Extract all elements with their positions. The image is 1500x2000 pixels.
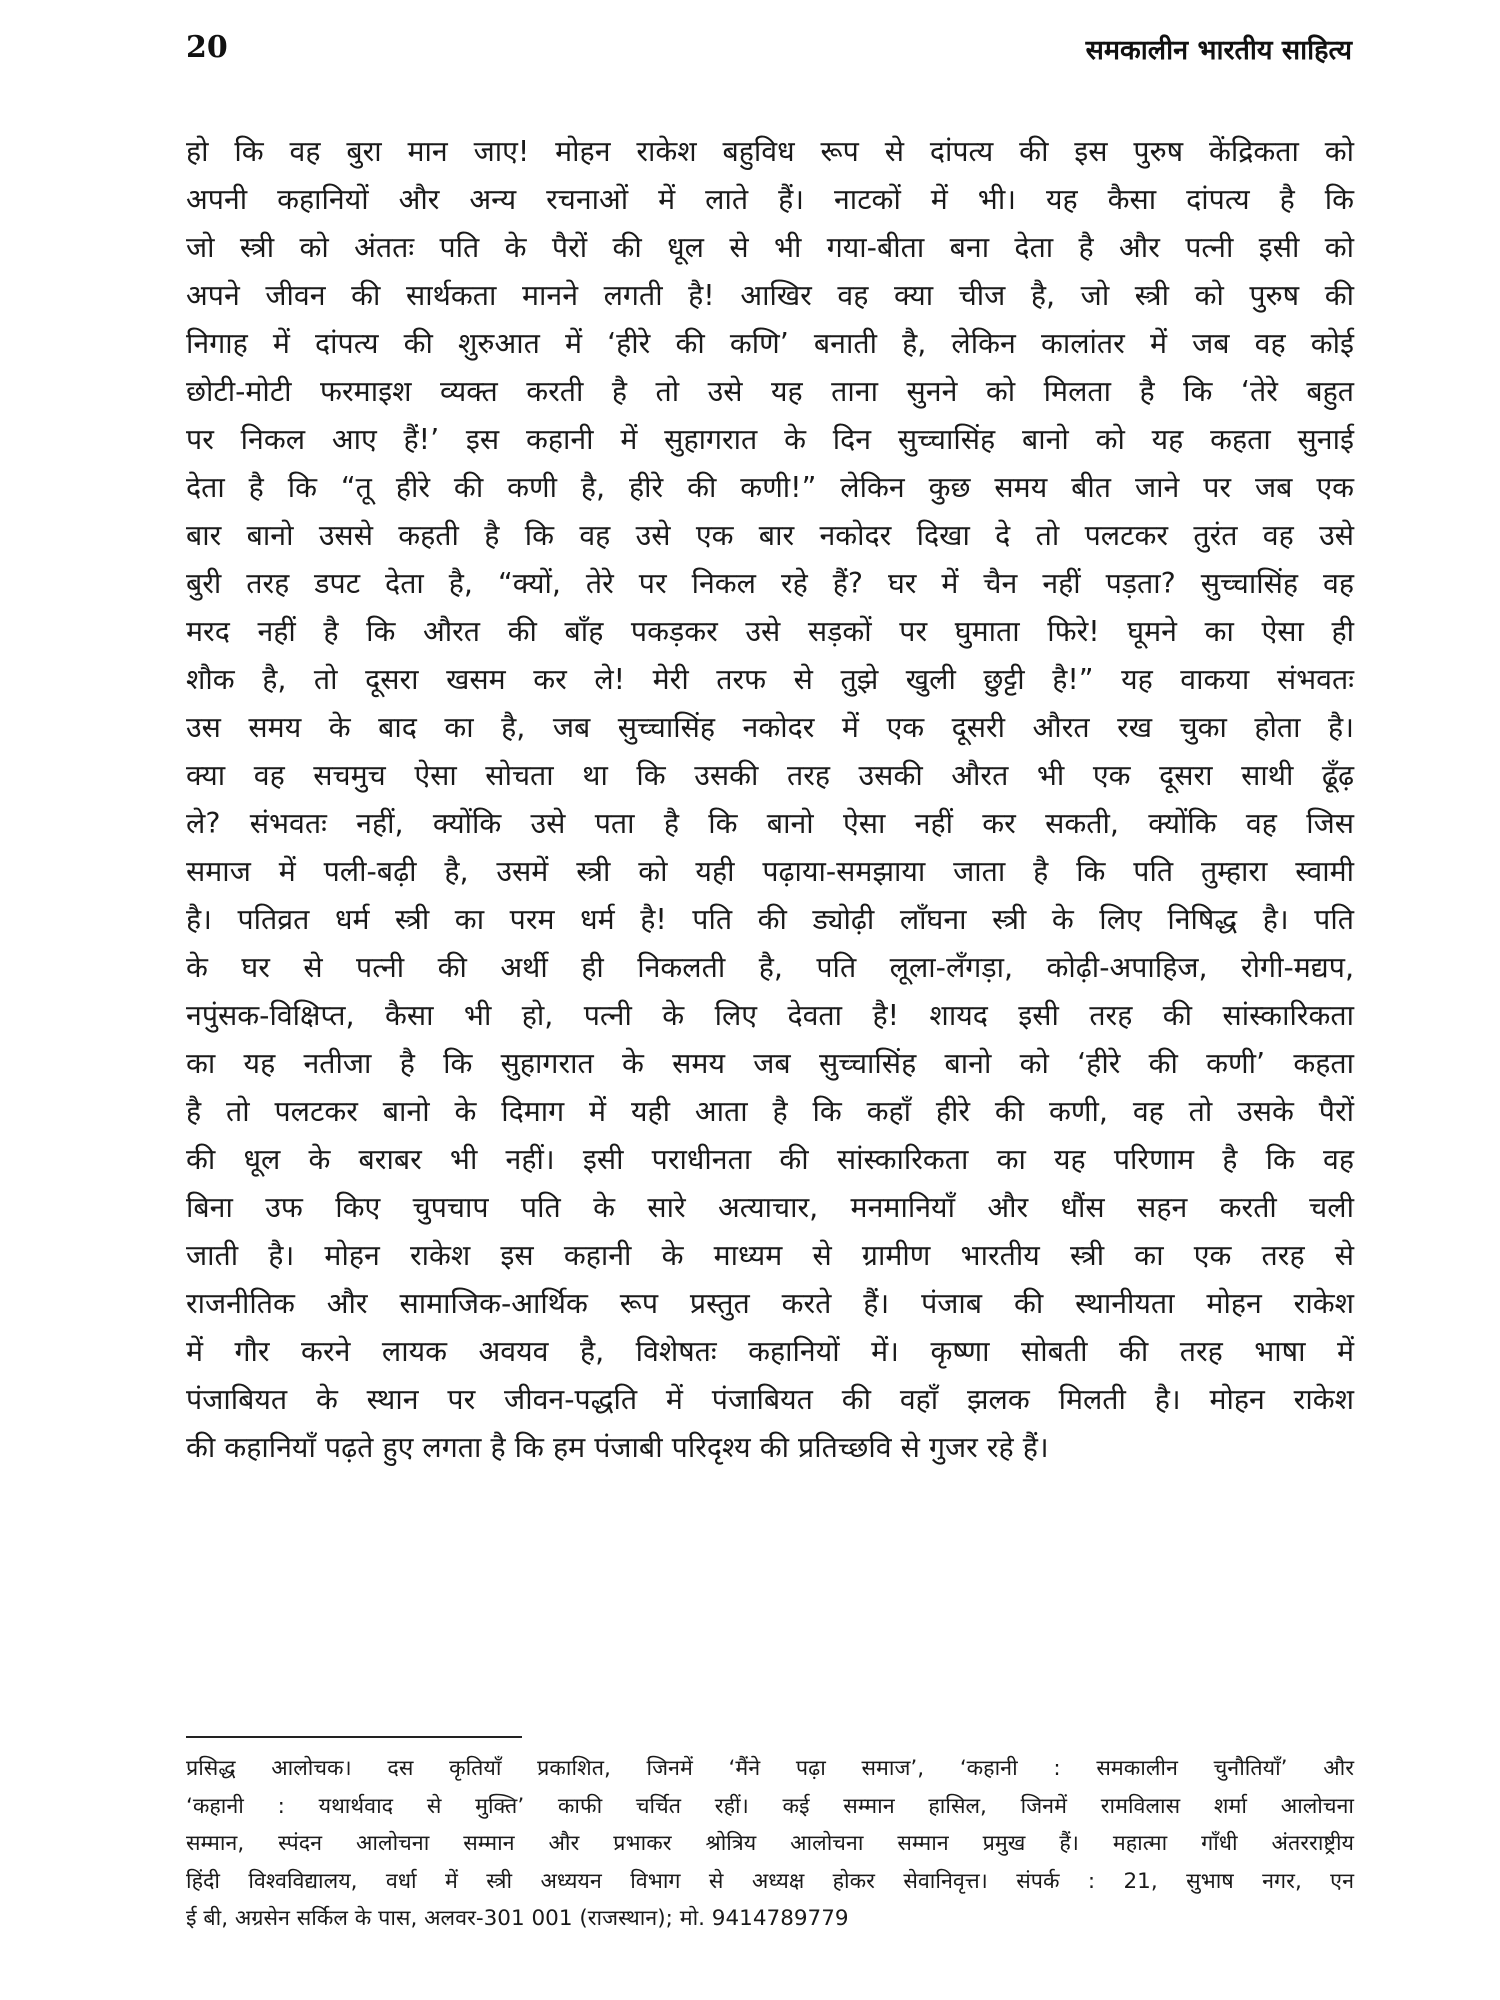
body-line: मरद नहीं है कि औरत की बाँह पकड़कर उसे सड़कों पर घुमाता फिरे! घूमने का ऐसा ही (186, 615, 1354, 648)
page-number: 20 (186, 30, 228, 65)
body-line: शौक है, तो दूसरा खसम कर ले! मेरी तरफ से तुझे खुली छुट्टी है!” यह वाकया संभवतः (186, 663, 1354, 696)
body-line: बार बानो उससे कहती है कि वह उसे एक बार नकोदर दिखा दे तो पलटकर तुरंत वह उसे (186, 519, 1354, 552)
body-line: निगाह में दांपत्य की शुरुआत में ‘हीरे की कणि’ बनाती है, लेकिन कालांतर में जब वह कोई (186, 327, 1354, 360)
author-footnote (186, 1750, 1354, 1938)
body-line: पर निकल आए हैं!’ इस कहानी में सुहागरात के दिन सुच्चासिंह बानो को यह कहता सुनाई (186, 423, 1354, 456)
body-line: का यह नतीजा है कि सुहागरात के समय जब सुच्चासिंह बानो को ‘हीरे की कणी’ कहता (186, 1047, 1354, 1080)
body-line: छोटी-मोटी फरमाइश व्यक्त करती है तो उसे यह ताना सुनने को मिलता है कि ‘तेरे बहुत (186, 375, 1354, 408)
body-line: की धूल के बराबर भी नहीं। इसी पराधीनता की सांस्कारिकता का यह परिणाम है कि वह (186, 1143, 1354, 1176)
body-line: क्या वह सचमुच ऐसा सोचता था कि उसकी तरह उसकी औरत भी एक दूसरा साथी ढूँढ़ (186, 759, 1354, 792)
body-line: नपुंसक-विक्षिप्त, कैसा भी हो, पत्नी के लिए देवता है! शायद इसी तरह की सांस्कारिकता (186, 999, 1354, 1032)
body-line: जाती है। मोहन राकेश इस कहानी के माध्यम से ग्रामीण भारतीय स्त्री का एक तरह से (186, 1239, 1354, 1272)
running-head: समकालीन भारतीय साहित्य (1085, 35, 1352, 66)
body-line: हो कि वह बुरा मान जाए! मोहन राकेश बहुविध रूप से दांपत्य की इस पुरुष केंद्रिकता को (186, 135, 1354, 168)
body-line: राजनीतिक और सामाजिक-आर्थिक रूप प्रस्तुत करते हैं। पंजाब की स्थानीयता मोहन राकेश (186, 1287, 1354, 1320)
body-line: देता है कि “तू हीरे की कणी है, हीरे की कणी!” लेकिन कुछ समय बीत जाने पर जब एक (186, 471, 1354, 504)
body-line: है तो पलटकर बानो के दिमाग में यही आता है कि कहाँ हीरे की कणी, वह तो उसके पैरों (186, 1095, 1354, 1128)
body-paragraph (186, 128, 1354, 1472)
footnote-line: ई बी, अग्रसेन सर्किल के पास, अलवर-301 001 (राजस्थान); मो. 9414789779 (186, 1906, 849, 1931)
body-line: के घर से पत्नी की अर्थी ही निकलती है, पति लूला-लँगड़ा, कोढ़ी-अपाहिज, रोगी-मद्यप, (186, 951, 1354, 984)
footnote-line: ‘कहानी : यथार्थवाद से मुक्ति’ काफी चर्चित रहीं। कई सम्मान हासिल, जिनमें रामविलास शर्मा आलोचना (186, 1793, 1354, 1819)
body-line: अपनी कहानियों और अन्य रचनाओं में लाते हैं। नाटकों में भी। यह कैसा दांपत्य है कि (186, 183, 1354, 216)
body-line: उस समय के बाद का है, जब सुच्चासिंह नकोदर में एक दूसरी औरत रख चुका होता है। (186, 711, 1354, 744)
body-line: पंजाबियत के स्थान पर जीवन-पद्धति में पंजाबियत की वहाँ झलक मिलती है। मोहन राकेश (186, 1383, 1354, 1416)
body-line: है। पतिव्रत धर्म स्त्री का परम धर्म है! पति की ड्योढ़ी लाँघना स्त्री के लिए निषिद्ध है। पति (186, 903, 1354, 936)
body-line: ले? संभवतः नहीं, क्योंकि उसे पता है कि बानो ऐसा नहीं कर सकती, क्योंकि वह जिस (186, 807, 1354, 840)
body-line: जो स्त्री को अंततः पति के पैरों की धूल से भी गया-बीता बना देता है और पत्नी इसी को (186, 231, 1354, 264)
footnote-line: प्रसिद्ध आलोचक। दस कृतियाँ प्रकाशित, जिनमें ‘मैंने पढ़ा समाज’, ‘कहानी : समकालीन चुनौतियाँ’ और (186, 1756, 1354, 1781)
body-line: की कहानियाँ पढ़ते हुए लगता है कि हम पंजाबी परिदृश्य की प्रतिच्छवि से गुजर रहे हैं। (186, 1431, 1049, 1464)
body-line: अपने जीवन की सार्थकता मानने लगती है! आखिर वह क्या चीज है, जो स्त्री को पुरुष की (186, 279, 1354, 312)
footnote-divider (186, 1736, 522, 1738)
body-line: बुरी तरह डपट देता है, “क्यों, तेरे पर निकल रहे हैं? घर में चैन नहीं पड़ता? सुच्चासिंह वह (186, 567, 1354, 600)
body-line: समाज में पली-बढ़ी है, उसमें स्त्री को यही पढ़ाया-समझाया जाता है कि पति तुम्हारा स्वामी (186, 855, 1354, 888)
body-line: बिना उफ किए चुपचाप पति के सारे अत्याचार, मनमानियाँ और धौंस सहन करती चली (186, 1191, 1354, 1224)
footnote-line: सम्मान, स्पंदन आलोचना सम्मान और प्रभाकर श्रोत्रिय आलोचना सम्मान प्रमुख हैं। महात्मा गाँधी अंतरराष्ट्रीय (186, 1831, 1354, 1856)
footnote-line: हिंदी विश्वविद्यालय, वर्धा में स्त्री अध्ययन विभाग से अध्यक्ष होकर सेवानिवृत्त। संपर्क : 21, सुभाष नगर, एन (186, 1868, 1354, 1894)
body-line: में गौर करने लायक अवयव है, विशेषतः कहानियों में। कृष्णा सोबती की तरह भाषा में (186, 1335, 1354, 1368)
